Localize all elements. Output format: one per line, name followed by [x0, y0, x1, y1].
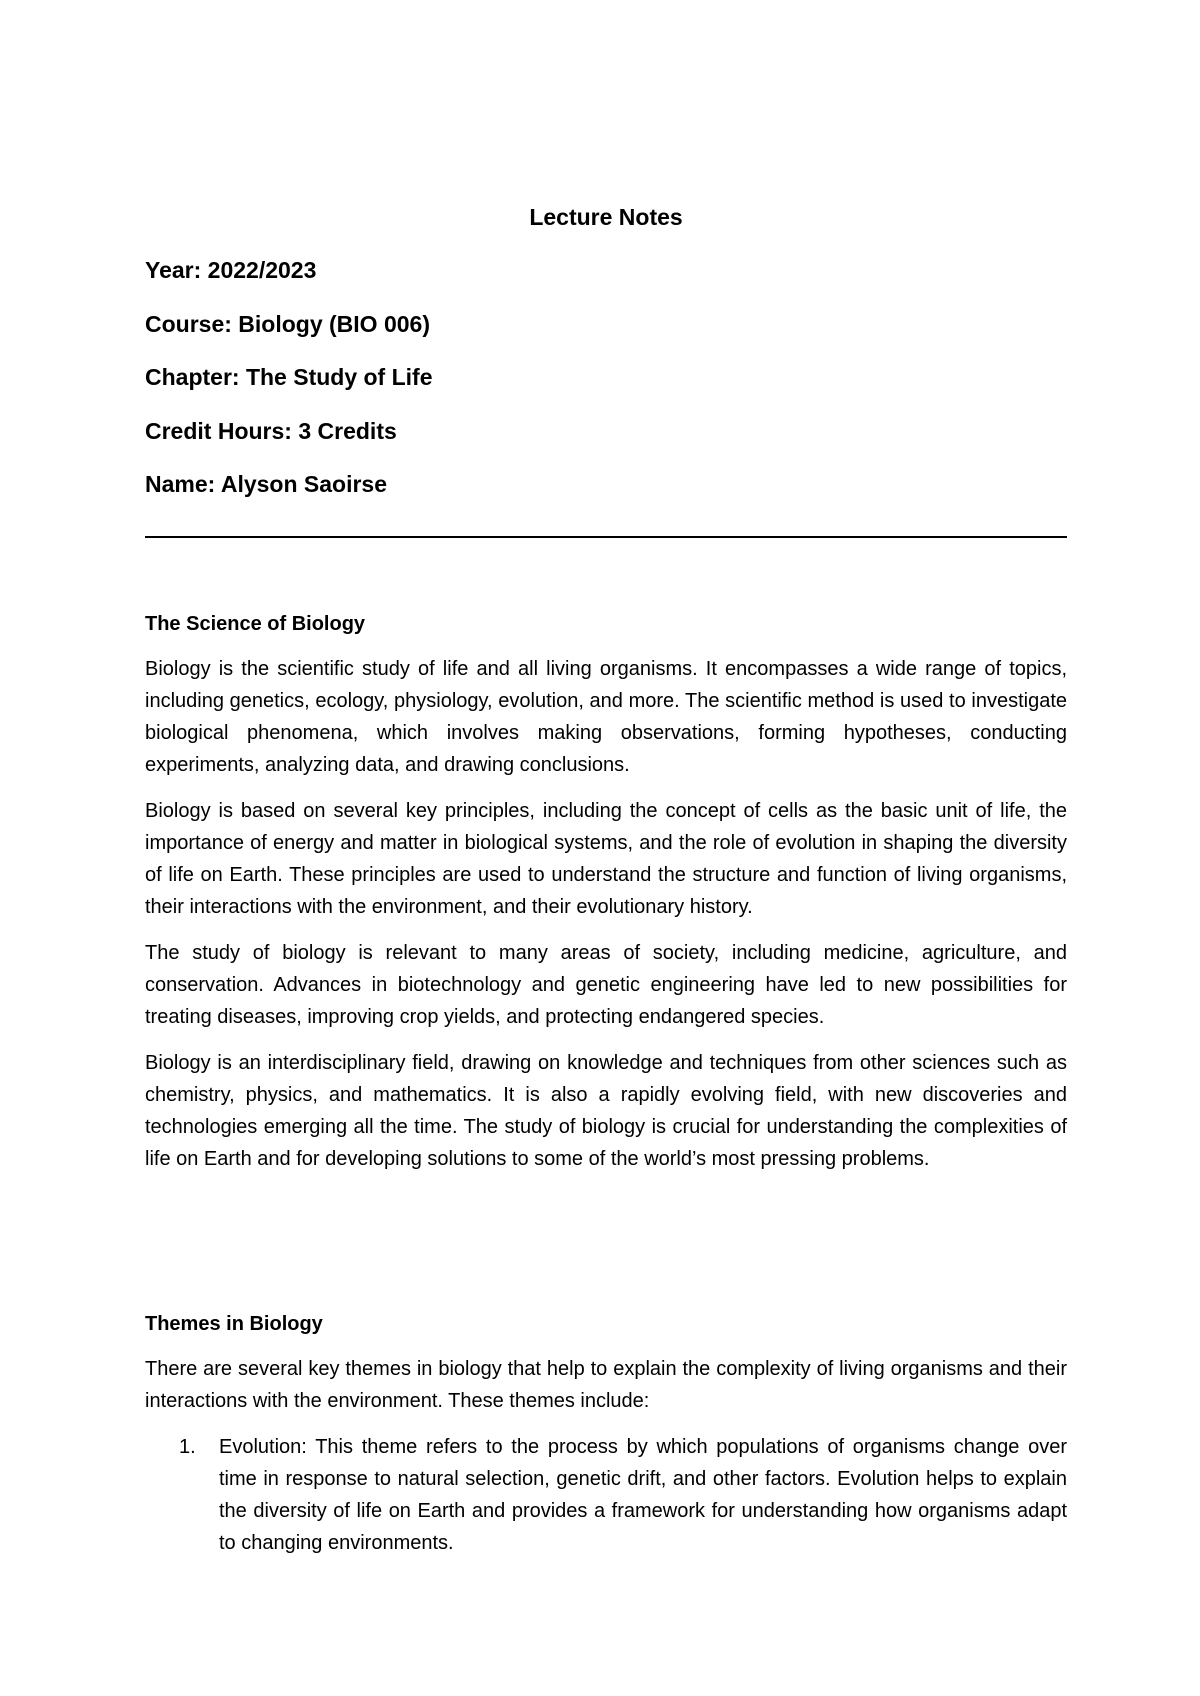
paragraph: Biology is based on several key principles, including the concept of cells as the basic unit of life, the importance of energy and matter in biological systems, and the role of evolution in shaping the diversity of life on Earth. These principles are used to understand the structure and function of living organisms, their interactions with the environment, and their evolutionary history.: [145, 800, 1067, 918]
section-themes-in-biology: [145, 1309, 1067, 1559]
document-title: Lecture Notes: [529, 204, 683, 230]
meta-name: Name: Alyson Saoirse: [145, 471, 388, 497]
themes-list: [145, 1431, 1067, 1559]
meta-credit-hours: Credit Hours: 3 Credits: [145, 417, 397, 444]
meta-course: Course: Biology (BIO 006): [145, 310, 430, 337]
paragraph: Biology is an interdisciplinary field, drawing on knowledge and techniques from other sciences such as chemistry, physics, and mathematics. It is also a rapidly evolving field, with new discoveries and technologies emerging all the time. The study of biology is crucial for understanding the complexities of life on Earth and for developing solutions to some of the world’s most pressing problems.: [145, 1052, 1067, 1170]
paragraph: The study of biology is relevant to many areas of society, including medicine, agriculture, and conservation. Advances in biotechnology and genetic engineering have led to new possibilities for treating diseases, improving crop yields, and protecting endangered species.: [145, 942, 1067, 1028]
section-heading: Themes in Biology: [145, 1313, 323, 1335]
document-meta: [145, 253, 433, 521]
paragraph: There are several key themes in biology that help to explain the complexity of living organisms and their interactions with the environment. These themes include:: [145, 1358, 1067, 1412]
meta-year: Year: 2022/2023: [145, 257, 317, 283]
horizontal-divider: [145, 536, 1067, 538]
list-marker: 1.: [179, 1436, 196, 1458]
meta-chapter: Chapter: The Study of Life: [145, 364, 433, 390]
paragraph: Biology is the scientific study of life and all living organisms. It encompasses a wide range of topics, including genetics, ecology, physiology, evolution, and more. The scientific method is used to investigate biological phenomena, which involves making observations, forming hypotheses, conducting experiments, analyzing data, and drawing conclusions.: [145, 658, 1067, 776]
section-heading: The Science of Biology: [145, 613, 366, 635]
section-science-of-biology: [145, 609, 1067, 1189]
list-item: [145, 1431, 1067, 1559]
list-item-text: Evolution: This theme refers to the process by which populations of organisms change over time in response to natural selection, genetic drift, and other factors. Evolution helps to explain the diversity of life on Earth and provides a framework for understanding how organisms adapt to changing environments.: [219, 1436, 1067, 1554]
document-page: [145, 0, 1067, 1696]
